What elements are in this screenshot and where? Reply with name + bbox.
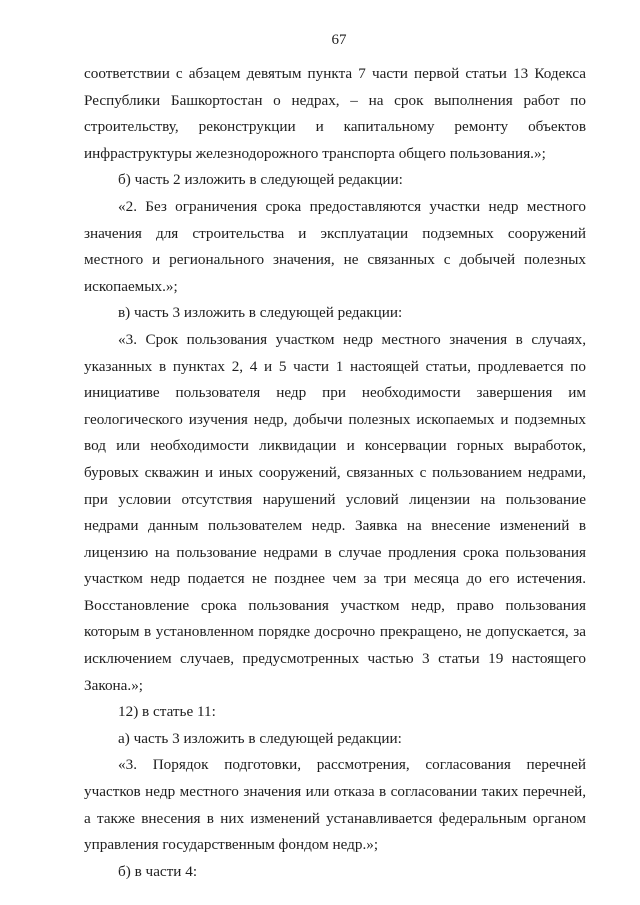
paragraph-item-a: а) часть 3 изложить в следующей редакции: bbox=[118, 729, 402, 747]
page-number: 67 bbox=[331, 32, 347, 48]
paragraph-item-12: 12) в статье 11: bbox=[118, 703, 216, 721]
paragraph-item-v: в) часть 3 изложить в следующей редакции: bbox=[118, 304, 403, 322]
paragraph-quote-part-2: «2. Без ограничения срока предоставляются участки недр местного значения для строительства и эксплуатации подземных сооружений местного и регионального значения, не связанных с добычей полезных ископаемых.»; bbox=[84, 197, 586, 295]
paragraph-item-b-part-4: б) в части 4: bbox=[118, 862, 198, 880]
paragraph-quote-part-3-article-11: «3. Порядок подготовки, рассмотрения, согласования перечней участков недр местного значения или отказа в согласовании таких перечней, а также внесения в них изменений устанавливается федеральным органом управления государственным фондом недр.»; bbox=[84, 756, 586, 854]
paragraph-item-b: б) часть 2 изложить в следующей редакции: bbox=[118, 171, 403, 189]
paragraph-quote-part-3: «3. Срок пользования участком недр местного значения в случаях, указанных в пунктах 2, 4 и 5 части 1 настоящей статьи, продлевается по инициативе пользователя недр при необходимости завершения им геологического изучения недр, добычи полезных ископаемых и подземных вод или необходимости ликвидации и консервации горных выработок, буровых скважин и иных сооружений, связанных с пользованием недрами, при условии отсутствия нарушений условий лицензии на пользование недрами данным пользователем недр. Заявка на внесение изменений в лицензию на пользование недрами в случае продления срока пользования участком недр подается не позднее чем за три месяца до его истечения. Восстановление срока пользования участком недр, право пользования которым в установленном порядке досрочно прекращено, не допускается, за исключением случаев, предусмотренных частью 3 статьи 19 настоящего Закона.»; bbox=[84, 330, 586, 694]
paragraph-continuation: соответствии с абзацем девятым пункта 7 части первой статьи 13 Кодекса Республики Башкортостан о недрах, – на срок выполнения работ по строительству, реконструкции и капитальному ремонту объектов инфраструктуры железнодорожного транспорта общего пользования.»; bbox=[84, 65, 586, 162]
